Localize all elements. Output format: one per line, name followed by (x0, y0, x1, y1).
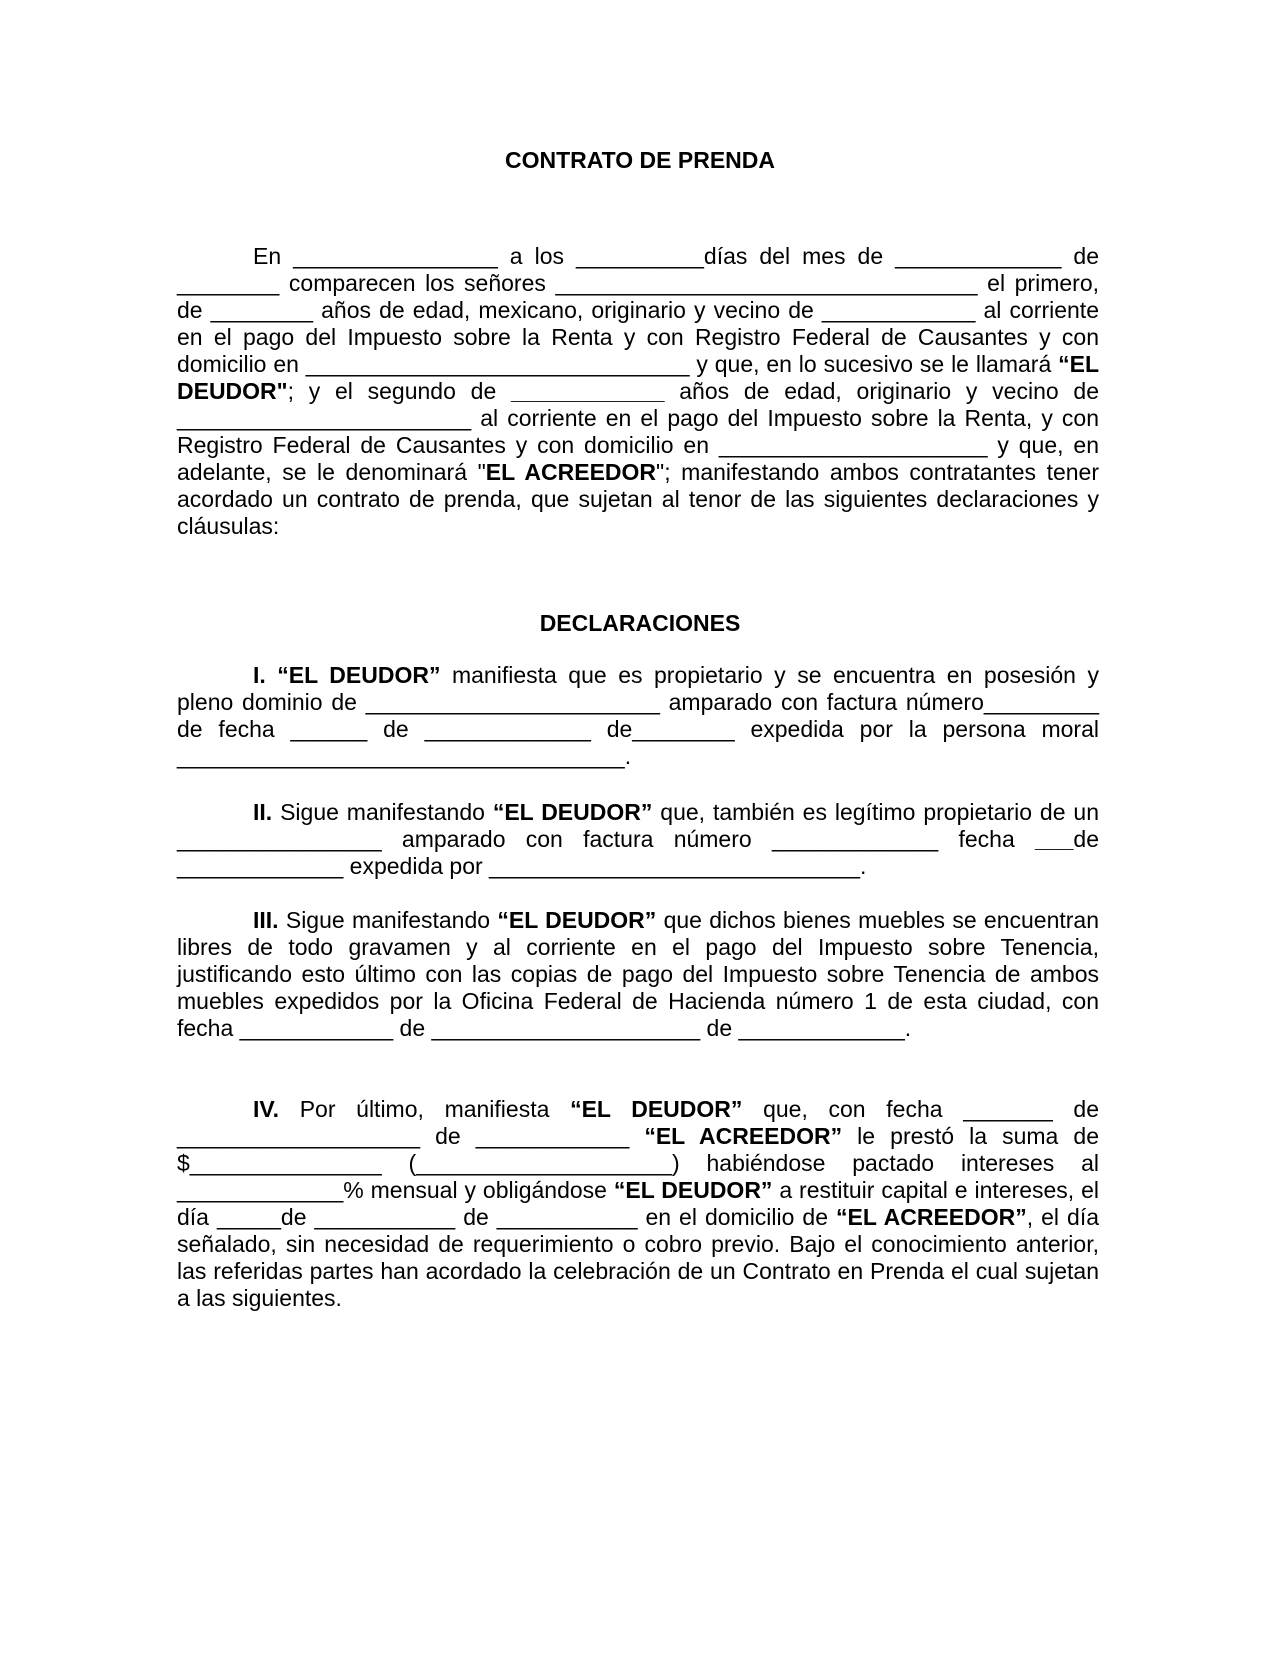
intro-text-4: "; manifestando ambos contratantes tener acordado un contrato de prenda, que sujetan al tenor de las siguientes declaraciones y cláusulas: (177, 459, 1099, 539)
intro-bold-1: “EL DEUDOR" (177, 351, 1099, 404)
intro-bold-3: EL ACREEDOR (485, 459, 657, 485)
declaration-4-text-2: que, con fecha _______ de ___________________ de ____________ (177, 1096, 1100, 1149)
declaration-1 (177, 662, 1099, 770)
declaraciones-heading: DECLARACIONES (539, 610, 741, 636)
declaration-2-text-3: de _____________ expedida por _____________________________. (177, 826, 1099, 879)
declaration-3-text-1: Sigue manifestando (278, 907, 498, 933)
intro-text-2: ; y el segundo de (287, 378, 511, 404)
declaration-4 (177, 1096, 1099, 1312)
declaration-3-bold-2: “EL DEUDOR” (497, 907, 657, 933)
declaration-4-text-4: a restituir capital e intereses, el día _____de ___________ de ___________ en el domicilio de (177, 1177, 1099, 1230)
declaration-4-text-1: Por último, manifiesta (279, 1096, 571, 1122)
declaration-2-bold-3: ___ (1035, 826, 1074, 852)
declaration-3-bold-1: III. (253, 907, 279, 933)
intro-bold-2: ____________ (511, 378, 665, 404)
document-title: CONTRATO DE PRENDA (504, 147, 776, 173)
declaration-3-text-2: que dichos bienes muebles se encuentran libres de todo gravamen y al corriente en el pago del Impuesto sobre Tenencia, justificando esto último con las copias de pago del Impuesto sobre Tenencia de ambos muebles expedidos por la Oficina Federal de Hacienda número 1 de esta ciudad, con fecha ____________ de _____________________ de _____________. (177, 907, 1099, 1041)
intro-text-1: En ________________ a los __________días del mes de _____________ de ________ comparecen los señores _________________________________ el primero, de ________ años de edad, mexicano, originario y vecino de ____________ al corriente en el pago del Impuesto sobre la Renta y con Registro Federal de Causantes y con domicilio en ______________________________ y que, en lo sucesivo se le llamará (177, 243, 1099, 377)
declaration-2-text-1: Sigue manifestando (272, 799, 493, 825)
declaration-2-text-2: que, también es legítimo propietario de un ________________ amparado con factura número _____________ fecha (177, 799, 1099, 852)
declaration-4-bold-5: “EL ACREEDOR” (836, 1204, 1027, 1230)
intro-paragraph (177, 243, 1099, 540)
declaration-2-bold-1: II. (253, 799, 273, 825)
declaration-4-bold-2: “EL DEUDOR” (570, 1096, 743, 1122)
declaration-3 (177, 907, 1099, 1042)
declaration-4-bold-4: “EL DEUDOR” (613, 1177, 773, 1203)
declaration-2 (177, 799, 1099, 880)
declaration-4-text-3: le prestó la suma de $_______________ (____________________) habiéndose pactado intereses al _____________% mensual y obligándose (177, 1123, 1099, 1203)
declaration-4-bold-3: “EL ACREEDOR” (644, 1123, 843, 1149)
declaration-1-bold: I. “EL DEUDOR” (253, 662, 441, 688)
declaration-4-text-5: , el día señalado, sin necesidad de requerimiento o cobro previo. Bajo el conocimiento anterior, las referidas partes han acordado la celebración de un Contrato en Prenda el cual sujetan a las siguientes. (177, 1204, 1100, 1311)
declaration-4-bold-1: IV. (253, 1096, 280, 1122)
intro-text-3: años de edad, originario y vecino de _______________________ al corriente en el pago del Impuesto sobre la Renta, y con Registro Federal de Causantes y con domicilio en _____________________ y que, en adelante, se le denominará " (177, 378, 1099, 485)
declaration-1-text: manifiesta que es propietario y se encuentra en posesión y pleno dominio de _______________________ amparado con factura número_________ de fecha ______ de _____________ de________ expedida por la persona moral ___________________________________. (177, 662, 1099, 769)
declaration-2-bold-2: “EL DEUDOR” (492, 799, 653, 825)
